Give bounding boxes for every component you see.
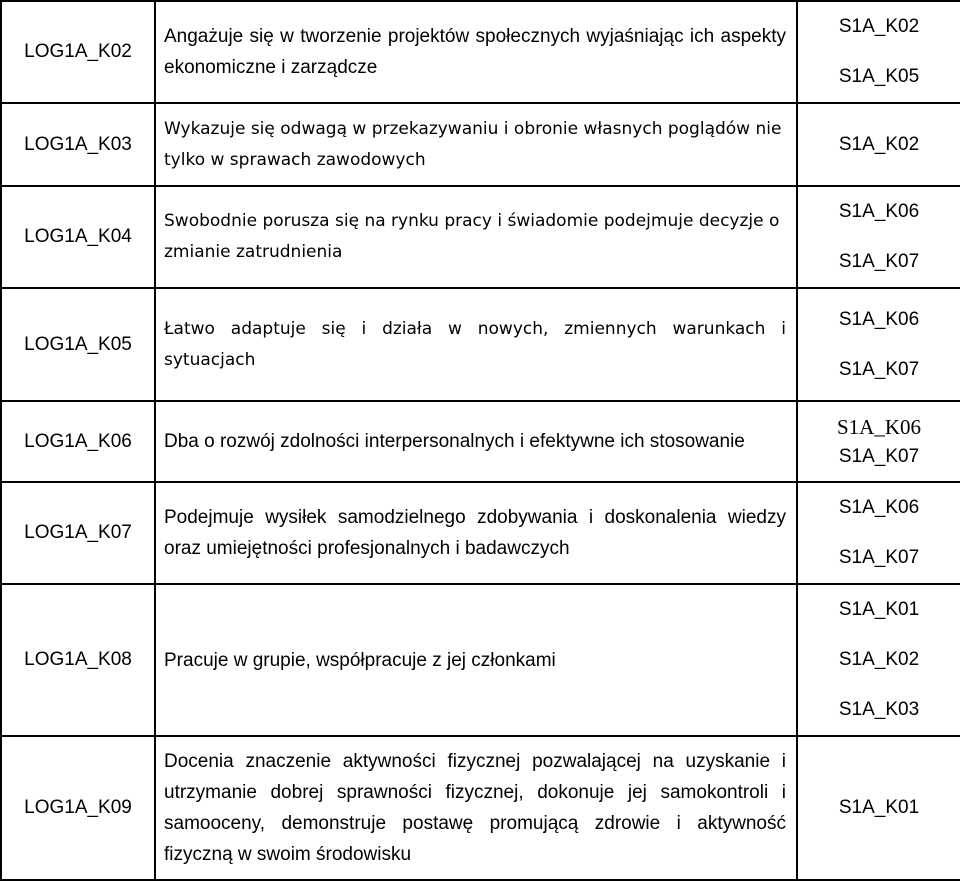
reference-code: S1A_K02: [838, 133, 920, 155]
table-row: [1, 482, 960, 584]
outcome-description: Pracuje w grupie, współpracuje z jej członkami: [155, 584, 797, 736]
reference-codes: [797, 401, 960, 482]
reference-code: S1A_K02: [838, 649, 920, 670]
table-row: [1, 288, 960, 401]
outcome-code: LOG1A_K09: [1, 736, 155, 880]
table-row: [1, 736, 960, 880]
reference-code: S1A_K07: [838, 547, 920, 568]
outcome-code: LOG1A_K03: [1, 103, 155, 186]
table-row: [1, 186, 960, 288]
outcome-description: Łatwo adaptuje się i działa w nowych, zmiennych warunkach i sytuacjach: [155, 288, 797, 401]
outcome-code: LOG1A_K04: [1, 186, 155, 288]
reference-code: S1A_K05: [838, 66, 920, 87]
reference-code: S1A_K06: [836, 414, 921, 439]
reference-codes: [797, 736, 960, 880]
outcome-description: Podejmuje wysiłek samodzielnego zdobywania i doskonalenia wiedzy oraz umiejętności profesjonalnych i badawczych: [155, 482, 797, 584]
reference-codes: [797, 103, 960, 186]
reference-code: S1A_K03: [838, 699, 920, 720]
outcome-code: LOG1A_K05: [1, 288, 155, 401]
outcome-description: Dba o rozwój zdolności interpersonalnych i efektywne ich stosowanie: [155, 401, 797, 482]
outcome-code: LOG1A_K06: [1, 401, 155, 482]
table-row: [1, 103, 960, 186]
reference-codes: [797, 1, 960, 103]
table-row: [1, 401, 960, 482]
outcome-description: Docenia znaczenie aktywności fizycznej pozwalającej na uzyskanie i utrzymanie dobrej sprawności fizycznej, dokonuje jej samokontroli i samooceny, demonstruje postawę promującą zdrowie i aktywność fizyczną w swoim środowisku: [155, 736, 797, 880]
reference-code: S1A_K06: [838, 308, 920, 330]
reference-codes: [797, 584, 960, 736]
outcome-code: LOG1A_K02: [1, 1, 155, 103]
reference-code: S1A_K02: [838, 16, 920, 37]
outcome-description: Wykazuje się odwagą w przekazywaniu i obronie własnych poglądów nie tylko w sprawach zawodowych: [155, 103, 797, 186]
reference-codes: [797, 288, 960, 401]
outcome-code: LOG1A_K07: [1, 482, 155, 584]
reference-code: S1A_K07: [838, 358, 920, 380]
reference-code: S1A_K01: [838, 797, 920, 818]
outcome-description: Swobodnie porusza się na rynku pracy i świadomie podejmuje decyzje o zmianie zatrudnienia: [155, 186, 797, 288]
outcome-code: LOG1A_K08: [1, 584, 155, 736]
reference-code: S1A_K06: [838, 497, 920, 518]
reference-codes: [797, 186, 960, 288]
outcome-description: Angażuje się w tworzenie projektów społecznych wyjaśniając ich aspekty ekonomiczne i zarządcze: [155, 1, 797, 103]
reference-code: S1A_K07: [838, 251, 920, 272]
reference-code: S1A_K01: [838, 599, 920, 620]
reference-code: S1A_K07: [838, 445, 920, 467]
table-row: [1, 584, 960, 736]
reference-code: S1A_K06: [838, 201, 920, 222]
table-row: [1, 1, 960, 103]
reference-codes: [797, 482, 960, 584]
